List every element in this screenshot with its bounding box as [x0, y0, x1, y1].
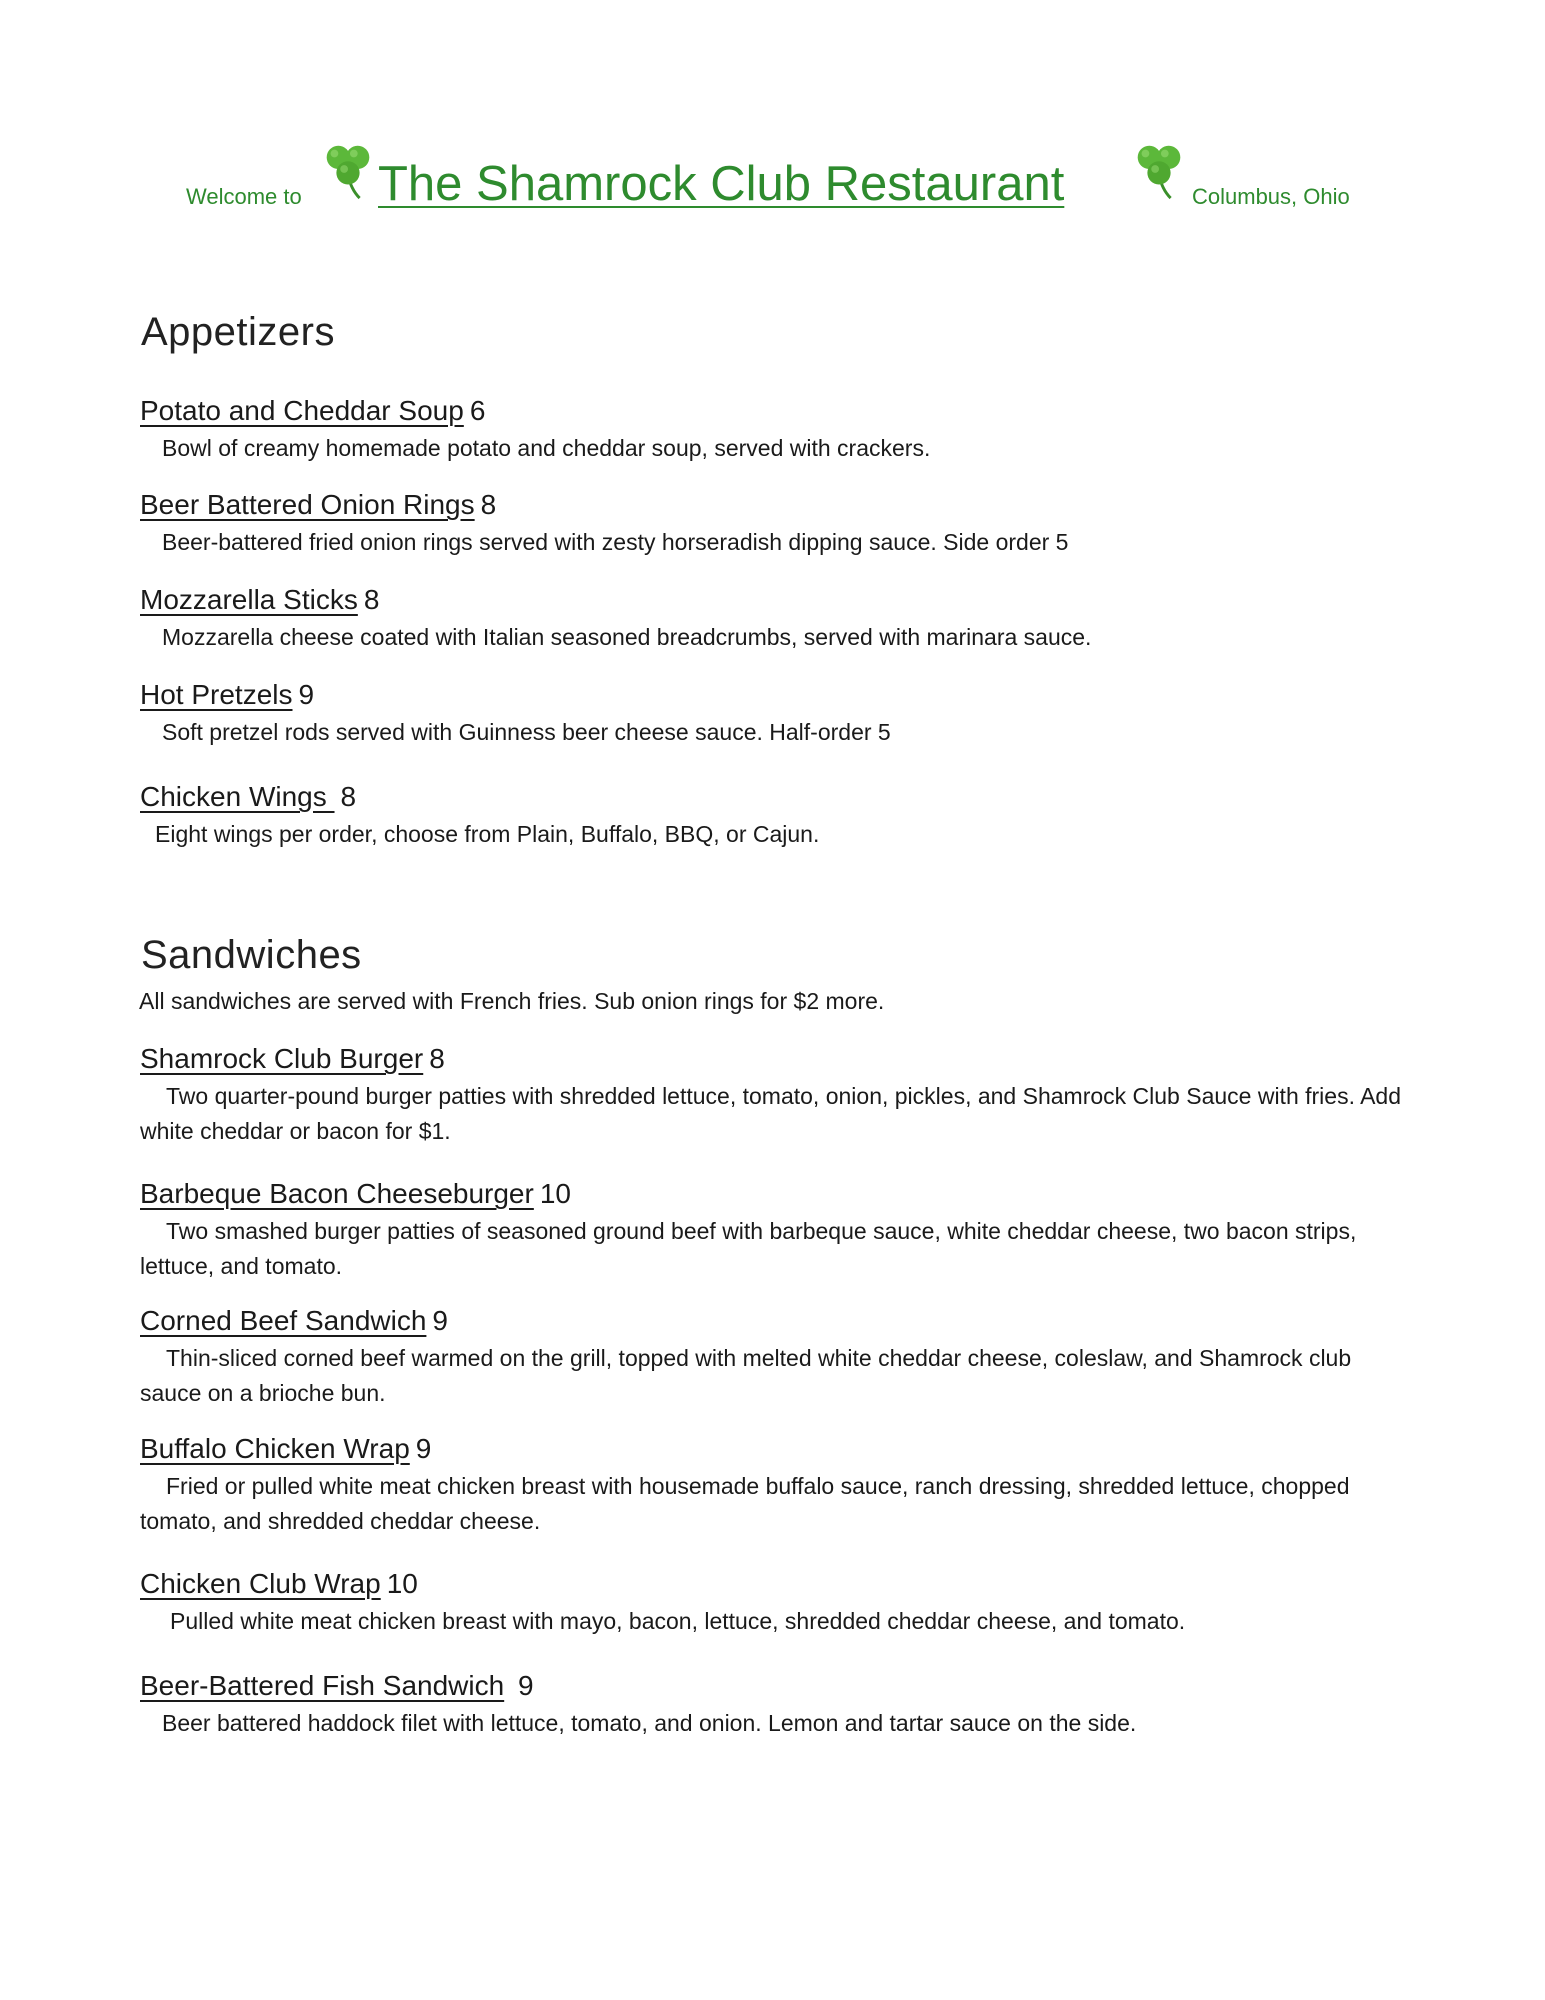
- item-description: Fried or pulled white meat chicken breast with housemade buffalo sauce, ranch dressing, shredded lettuce, chopped tomato, and shredded cheddar cheese.: [140, 1473, 1350, 1534]
- item-name[interactable]: Beer Battered Onion Rings: [140, 489, 475, 520]
- item-description: Pulled white meat chicken breast with mayo, bacon, lettuce, shredded cheddar cheese, and tomato.: [170, 1608, 1186, 1634]
- restaurant-title[interactable]: The Shamrock Club Restaurant: [378, 157, 1065, 211]
- item-description: Eight wings per order, choose from Plain, Buffalo, BBQ, or Cajun.: [155, 821, 820, 847]
- item-description: Mozzarella cheese coated with Italian seasoned breadcrumbs, served with marinara sauce.: [162, 624, 1092, 650]
- menu-item: [136, 679, 1406, 750]
- welcome-text: Welcome to: [186, 184, 302, 209]
- item-price: 9: [510, 1670, 534, 1701]
- item-description: Soft pretzel rods served with Guinness beer cheese sauce. Half-order 5: [162, 719, 891, 745]
- item-name[interactable]: Corned Beef Sandwich: [140, 1305, 427, 1336]
- item-description: Thin-sliced corned beef warmed on the grill, topped with melted white cheddar cheese, coleslaw, and Shamrock club sauce on a brioche bun.: [140, 1345, 1352, 1406]
- item-price: 9: [298, 679, 315, 710]
- menu-header: [0, 138, 1545, 218]
- item-price: 8: [340, 781, 357, 812]
- item-name[interactable]: Hot Pretzels: [140, 679, 293, 710]
- item-description: Beer battered haddock filet with lettuce, tomato, and onion. Lemon and tartar sauce on the side.: [162, 1710, 1137, 1736]
- menu-item: [136, 1305, 1406, 1411]
- item-description: Two smashed burger patties of seasoned ground beef with barbeque sauce, white cheddar cheese, two bacon strips, lettuce, and tomato.: [140, 1218, 1357, 1279]
- section-title-sandwiches: Sandwiches: [141, 933, 362, 977]
- menu-item: [136, 1670, 1406, 1741]
- item-price: 10: [539, 1178, 571, 1209]
- item-price: 10: [386, 1568, 418, 1599]
- item-name[interactable]: Mozzarella Sticks: [140, 584, 358, 615]
- item-description: Bowl of creamy homemade potato and cheddar soup, served with crackers.: [162, 435, 931, 461]
- item-price: 8: [480, 489, 497, 520]
- item-name[interactable]: Chicken Wings: [140, 781, 335, 812]
- item-name[interactable]: Potato and Cheddar Soup: [140, 395, 464, 426]
- menu-item: [136, 1178, 1406, 1284]
- menu-item: [136, 489, 1406, 560]
- location-text: Columbus, Ohio: [1192, 184, 1350, 209]
- item-name[interactable]: Chicken Club Wrap: [140, 1568, 381, 1599]
- item-price: 9: [415, 1433, 432, 1464]
- item-name[interactable]: Shamrock Club Burger: [140, 1043, 424, 1074]
- item-price: 8: [363, 584, 380, 615]
- menu-item: [136, 1043, 1406, 1149]
- item-description: Beer-battered fried onion rings served with zesty horseradish dipping sauce. Side order 5: [162, 529, 1069, 555]
- item-price: 8: [429, 1043, 445, 1074]
- item-description: Two quarter-pound burger patties with shredded lettuce, tomato, onion, pickles, and Shamrock Club Sauce with fries. Add white cheddar or bacon for $1.: [140, 1083, 1402, 1144]
- shamrock-icon: [317, 138, 379, 200]
- item-name[interactable]: Beer-Battered Fish Sandwich: [140, 1670, 505, 1701]
- item-name[interactable]: Buffalo Chicken Wrap: [140, 1433, 410, 1464]
- item-price: 6: [469, 395, 486, 426]
- shamrock-icon: [1128, 138, 1190, 200]
- menu-item: [136, 781, 1406, 852]
- menu-item: [136, 395, 1406, 466]
- menu-item: [136, 1568, 1406, 1639]
- menu-item: [136, 584, 1406, 655]
- section-note: All sandwiches are served with French fries. Sub onion rings for $2 more.: [139, 988, 885, 1014]
- section-title-appetizers: Appetizers: [141, 310, 335, 354]
- item-name[interactable]: Barbeque Bacon Cheeseburger: [140, 1178, 534, 1209]
- menu-item: [136, 1433, 1406, 1539]
- item-price: 9: [432, 1305, 448, 1336]
